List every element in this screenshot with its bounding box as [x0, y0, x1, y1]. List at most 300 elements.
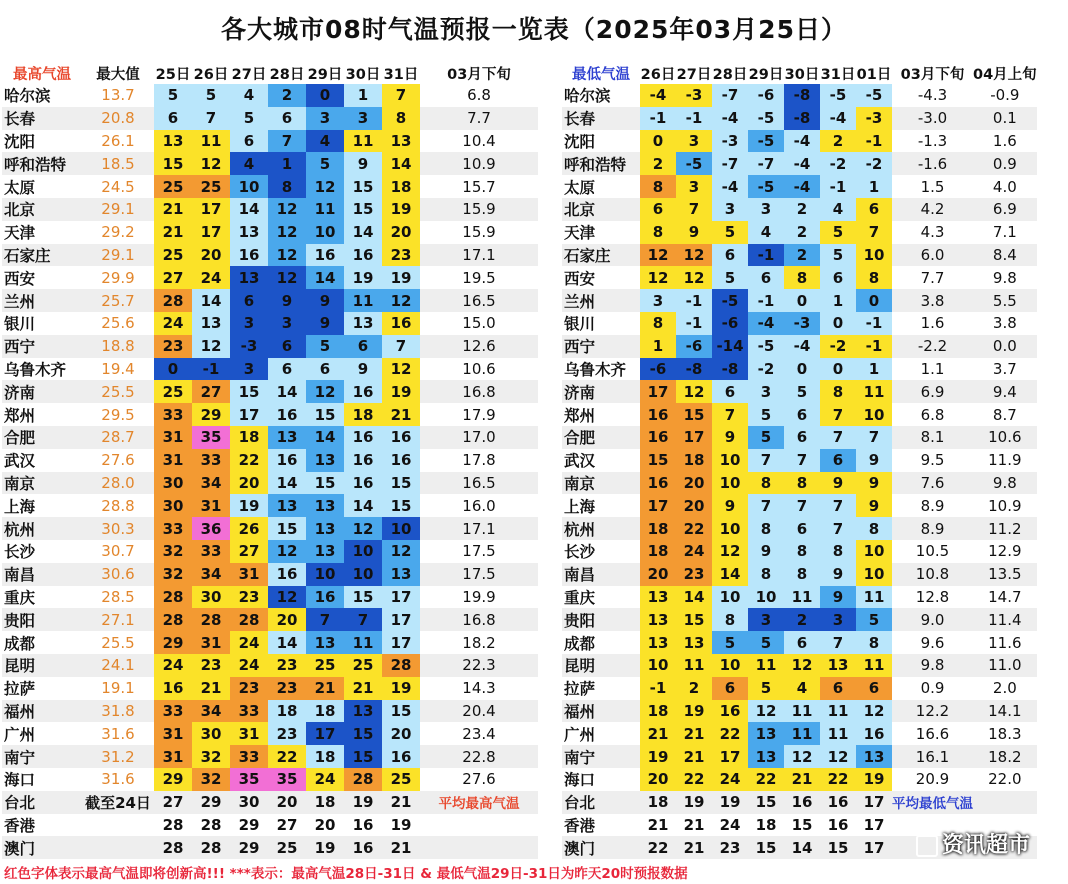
day-cell: 10 — [748, 586, 784, 609]
day-cell: 9 — [856, 494, 892, 517]
day-cell: 1 — [856, 175, 892, 198]
day-cell: 17 — [230, 403, 268, 426]
day-cell: 8 — [748, 472, 784, 495]
day-cell: 9 — [344, 152, 382, 175]
avg-cell: 11.4 — [973, 608, 1037, 631]
day-cell: 5 — [230, 107, 268, 130]
day-cell: 18 — [268, 700, 306, 723]
avg-cell: -2.2 — [892, 335, 973, 358]
day-cell: 7 — [382, 335, 420, 358]
day-cell: -8 — [712, 358, 748, 381]
city-cell: 南宁 — [562, 745, 640, 768]
city-cell: 武汉 — [562, 449, 640, 472]
day-cell: 16 — [344, 244, 382, 267]
day-cell: 13 — [344, 312, 382, 335]
day-cell: 5 — [712, 631, 748, 654]
avg-cell: 平均最高气温 — [420, 791, 538, 814]
day-cell: 15 — [640, 449, 676, 472]
day-cell: 25 — [344, 654, 382, 677]
day-cell: 24 — [712, 768, 748, 791]
day-cell: -4 — [748, 312, 784, 335]
max-value-cell: 26.1 — [82, 130, 154, 153]
day-cell: 16 — [856, 722, 892, 745]
day-cell: -1 — [856, 130, 892, 153]
day-cell: 12 — [382, 358, 420, 381]
day-cell: 17 — [676, 426, 712, 449]
day-cell: 10 — [856, 563, 892, 586]
day-cell: 3 — [640, 289, 676, 312]
day-cell: 8 — [712, 608, 748, 631]
max-value-cell: 20.8 — [82, 107, 154, 130]
day-cell: 16 — [268, 563, 306, 586]
day-cell: 4 — [748, 221, 784, 244]
day-cell: 16 — [382, 426, 420, 449]
avg-cell: 23.4 — [420, 722, 538, 745]
avg-cell: 10.6 — [420, 358, 538, 381]
day-cell: 13 — [306, 449, 344, 472]
city-cell: 乌鲁木齐 — [2, 358, 82, 381]
day-cell: -7 — [748, 152, 784, 175]
table-row — [2, 84, 538, 107]
day-cell: 18 — [640, 791, 676, 814]
day-cell: 23 — [192, 654, 230, 677]
city-cell: 哈尔滨 — [562, 84, 640, 107]
day-cell: 2 — [640, 152, 676, 175]
day-cell: 13 — [268, 494, 306, 517]
day-cell: 29 — [230, 836, 268, 859]
day-cell: 11 — [856, 654, 892, 677]
day-cell: 29 — [192, 403, 230, 426]
day-cell: 29 — [154, 768, 192, 791]
day-cell: 7 — [306, 608, 344, 631]
day-cell: 3 — [820, 608, 856, 631]
day-cell: 25 — [154, 380, 192, 403]
day-cell: 13 — [306, 540, 344, 563]
day-cell: 14 — [344, 494, 382, 517]
table-row — [562, 107, 1037, 130]
day-cell: 19 — [382, 266, 420, 289]
city-cell: 昆明 — [562, 654, 640, 677]
day-cell: 32 — [192, 745, 230, 768]
table-row — [2, 722, 538, 745]
city-cell: 合肥 — [562, 426, 640, 449]
watermark — [916, 828, 1030, 859]
max-value-cell: 24.1 — [82, 654, 154, 677]
day-cell: 30 — [154, 494, 192, 517]
city-cell: 西宁 — [2, 335, 82, 358]
day-cell: 18 — [676, 449, 712, 472]
day-cell: 11 — [192, 130, 230, 153]
day-cell: 21 — [784, 768, 820, 791]
city-cell: 成都 — [562, 631, 640, 654]
day-cell: 32 — [192, 768, 230, 791]
avg-cell: 18.2 — [420, 631, 538, 654]
day-cell: 20 — [676, 494, 712, 517]
table-row — [2, 403, 538, 426]
header-cell: 04月上旬 — [973, 66, 1037, 83]
day-cell: -4 — [784, 335, 820, 358]
day-cell: 23 — [268, 654, 306, 677]
city-cell: 澳门 — [562, 836, 640, 859]
day-cell: 24 — [192, 266, 230, 289]
day-cell: 11 — [344, 289, 382, 312]
day-cell: 16 — [344, 426, 382, 449]
day-cell: 19 — [640, 745, 676, 768]
day-cell: -1 — [856, 335, 892, 358]
day-cell: 5 — [306, 152, 344, 175]
avg-cell: 8.9 — [892, 517, 973, 540]
avg-cell: 7.7 — [420, 107, 538, 130]
city-cell: 贵阳 — [2, 608, 82, 631]
day-cell: 18 — [344, 403, 382, 426]
table-row — [562, 791, 1037, 814]
day-cell: 9 — [306, 289, 344, 312]
day-cell: 3 — [344, 107, 382, 130]
max-value-cell: 30.3 — [82, 517, 154, 540]
day-cell: 25 — [268, 836, 306, 859]
header-cell: 27日 — [676, 66, 712, 83]
avg-cell: 6.8 — [420, 84, 538, 107]
chat-icon — [916, 835, 938, 857]
day-cell: 6 — [306, 358, 344, 381]
day-cell: 15 — [748, 791, 784, 814]
day-cell: 13 — [306, 631, 344, 654]
day-cell: 19 — [676, 791, 712, 814]
day-cell: 17 — [856, 814, 892, 837]
day-cell: 14 — [268, 380, 306, 403]
city-cell: 广州 — [562, 722, 640, 745]
day-cell: 7 — [784, 494, 820, 517]
day-cell: 28 — [192, 836, 230, 859]
day-cell: 6 — [154, 107, 192, 130]
max-value-cell: 29.2 — [82, 221, 154, 244]
day-cell: 19 — [712, 791, 748, 814]
table-row — [2, 289, 538, 312]
day-cell: -1 — [820, 175, 856, 198]
avg-cell: 4.3 — [892, 221, 973, 244]
day-cell: -2 — [820, 152, 856, 175]
day-cell: 17 — [712, 745, 748, 768]
day-cell: 11 — [784, 700, 820, 723]
max-value-cell: 13.7 — [82, 84, 154, 107]
day-cell: 8 — [748, 517, 784, 540]
day-cell: 8 — [820, 380, 856, 403]
city-cell: 天津 — [562, 221, 640, 244]
day-cell: 16 — [382, 312, 420, 335]
day-cell: 6 — [784, 426, 820, 449]
header-cell: 28日 — [712, 66, 748, 83]
day-cell: 27 — [192, 380, 230, 403]
day-cell: 9 — [268, 289, 306, 312]
city-cell: 广州 — [2, 722, 82, 745]
max-value-cell: 27.6 — [82, 449, 154, 472]
day-cell: 7 — [268, 130, 306, 153]
table-row — [562, 426, 1037, 449]
watermark-label: 资讯超市 — [942, 833, 1031, 858]
day-cell: 10 — [712, 654, 748, 677]
day-cell: 2 — [676, 677, 712, 700]
day-cell: 15 — [344, 586, 382, 609]
table-row — [562, 335, 1037, 358]
max-value-cell: 29.9 — [82, 266, 154, 289]
max-value-cell: 截至24日 — [82, 791, 154, 814]
max-value-cell: 18.5 — [82, 152, 154, 175]
table-row — [2, 768, 538, 791]
day-cell: 3 — [748, 198, 784, 221]
day-cell: 14 — [712, 563, 748, 586]
day-cell: 16 — [382, 449, 420, 472]
table-row — [562, 221, 1037, 244]
header-cell: 最大值 — [96, 66, 140, 83]
day-cell: -2 — [748, 358, 784, 381]
day-cell: -5 — [676, 152, 712, 175]
day-cell: 7 — [820, 403, 856, 426]
day-cell: -4 — [784, 130, 820, 153]
table-row — [562, 517, 1037, 540]
table-row — [562, 768, 1037, 791]
day-cell: 13 — [640, 631, 676, 654]
day-cell: 17 — [382, 586, 420, 609]
day-cell: 17 — [640, 380, 676, 403]
day-cell: -5 — [748, 130, 784, 153]
city-cell: 长春 — [562, 107, 640, 130]
day-cell: 14 — [784, 836, 820, 859]
avg-cell: 10.4 — [420, 130, 538, 153]
day-cell: 28 — [344, 768, 382, 791]
avg-cell: 19.9 — [420, 586, 538, 609]
city-cell: 石家庄 — [2, 244, 82, 267]
day-cell: 30 — [230, 791, 268, 814]
day-cell: 15 — [230, 380, 268, 403]
day-cell: 13 — [676, 631, 712, 654]
avg-cell: 18.3 — [973, 722, 1037, 745]
day-cell: 13 — [230, 221, 268, 244]
day-cell: 8 — [820, 540, 856, 563]
avg-cell: 8.4 — [973, 244, 1037, 267]
day-cell: 14 — [192, 289, 230, 312]
city-cell: 兰州 — [562, 289, 640, 312]
day-cell: 13 — [230, 266, 268, 289]
day-cell: 13 — [382, 563, 420, 586]
avg-cell: 4.2 — [892, 198, 973, 221]
day-cell: 10 — [640, 654, 676, 677]
day-cell: 23 — [268, 677, 306, 700]
day-cell: 25 — [192, 175, 230, 198]
table-row — [562, 631, 1037, 654]
header-row — [2, 62, 538, 84]
table-row — [2, 654, 538, 677]
max-value-cell: 25.5 — [82, 380, 154, 403]
avg-cell: 13.5 — [973, 563, 1037, 586]
day-cell: 8 — [784, 563, 820, 586]
day-cell: 11 — [820, 722, 856, 745]
table-row — [2, 472, 538, 495]
city-cell: 香港 — [562, 814, 640, 837]
day-cell: 31 — [230, 563, 268, 586]
avg-cell: 11.9 — [973, 449, 1037, 472]
day-cell: 5 — [748, 677, 784, 700]
avg-cell: 3.7 — [973, 358, 1037, 381]
day-cell: 13 — [382, 130, 420, 153]
max-value-cell: 27.1 — [82, 608, 154, 631]
max-value-cell: 25.6 — [82, 312, 154, 335]
day-cell: 3 — [676, 175, 712, 198]
city-cell: 重庆 — [2, 586, 82, 609]
day-cell: 6 — [820, 266, 856, 289]
day-cell: 14 — [306, 266, 344, 289]
day-cell: 24 — [676, 540, 712, 563]
header-cell: 最低气温 — [572, 66, 630, 83]
avg-cell: 14.7 — [973, 586, 1037, 609]
day-cell: 12 — [676, 380, 712, 403]
day-cell: -6 — [640, 358, 676, 381]
day-cell: 7 — [748, 494, 784, 517]
day-cell: 35 — [192, 426, 230, 449]
avg-cell: 12.9 — [973, 540, 1037, 563]
day-cell: -6 — [676, 335, 712, 358]
day-cell: 8 — [640, 312, 676, 335]
day-cell: 10 — [230, 175, 268, 198]
avg-cell: 6.8 — [892, 403, 973, 426]
city-cell: 南京 — [2, 472, 82, 495]
day-cell: 23 — [712, 836, 748, 859]
day-cell: 22 — [820, 768, 856, 791]
day-cell: 21 — [306, 677, 344, 700]
table-row — [2, 152, 538, 175]
day-cell: 28 — [154, 586, 192, 609]
day-cell: 16 — [820, 814, 856, 837]
day-cell: 4 — [784, 677, 820, 700]
day-cell: 3 — [306, 107, 344, 130]
day-cell: 21 — [676, 745, 712, 768]
day-cell: 16 — [712, 700, 748, 723]
day-cell: 22 — [676, 517, 712, 540]
city-cell: 台北 — [562, 791, 640, 814]
table-row — [562, 312, 1037, 335]
day-cell: 11 — [306, 198, 344, 221]
avg-cell: 15.9 — [420, 198, 538, 221]
day-cell: 19 — [382, 814, 420, 837]
day-cell: 10 — [856, 540, 892, 563]
day-cell: 14 — [230, 198, 268, 221]
day-cell: 15 — [344, 745, 382, 768]
header-cell: 01日 — [856, 66, 892, 83]
day-cell: 6 — [784, 631, 820, 654]
day-cell: 7 — [856, 221, 892, 244]
day-cell: 18 — [306, 791, 344, 814]
day-cell: 25 — [306, 654, 344, 677]
day-cell: 0 — [856, 289, 892, 312]
avg-cell: -3.0 — [892, 107, 973, 130]
day-cell: 15 — [820, 836, 856, 859]
table-row — [562, 563, 1037, 586]
city-cell: 上海 — [2, 494, 82, 517]
table-row — [562, 358, 1037, 381]
max-value-cell: 31.6 — [82, 722, 154, 745]
day-cell: 28 — [192, 608, 230, 631]
city-cell: 海口 — [562, 768, 640, 791]
day-cell: 6 — [268, 358, 306, 381]
day-cell: 12 — [306, 175, 344, 198]
max-value-cell — [82, 814, 154, 837]
city-cell: 昆明 — [2, 654, 82, 677]
max-value-cell: 19.4 — [82, 358, 154, 381]
day-cell: 12 — [306, 380, 344, 403]
day-cell: 16 — [344, 814, 382, 837]
avg-cell: 22.0 — [973, 768, 1037, 791]
day-cell: 21 — [676, 722, 712, 745]
day-cell: 23 — [230, 677, 268, 700]
max-value-cell: 28.5 — [82, 586, 154, 609]
day-cell: 19 — [344, 266, 382, 289]
max-value-cell: 19.1 — [82, 677, 154, 700]
city-cell: 天津 — [2, 221, 82, 244]
header-row — [562, 62, 1037, 84]
day-cell: 34 — [192, 563, 230, 586]
day-cell: 19 — [230, 494, 268, 517]
avg-cell: 2.0 — [973, 677, 1037, 700]
day-cell: 11 — [748, 654, 784, 677]
avg-cell: 12.8 — [892, 586, 973, 609]
avg-cell: 1.5 — [892, 175, 973, 198]
avg-cell: 9.8 — [973, 266, 1037, 289]
day-cell: 20 — [640, 768, 676, 791]
table-row — [2, 426, 538, 449]
day-cell: 32 — [154, 563, 192, 586]
day-cell: 19 — [382, 380, 420, 403]
table-row — [562, 403, 1037, 426]
day-cell: 5 — [712, 221, 748, 244]
day-cell: 12 — [676, 244, 712, 267]
day-cell: 5 — [712, 266, 748, 289]
day-cell: 35 — [268, 768, 306, 791]
day-cell: -6 — [748, 84, 784, 107]
day-cell: 34 — [192, 700, 230, 723]
day-cell: 13 — [748, 745, 784, 768]
day-cell: 25 — [154, 244, 192, 267]
day-cell: 6 — [784, 403, 820, 426]
day-cell: 22 — [712, 722, 748, 745]
day-cell: 34 — [192, 472, 230, 495]
day-cell: 8 — [856, 517, 892, 540]
day-cell: 16 — [820, 791, 856, 814]
day-cell: -5 — [856, 84, 892, 107]
day-cell: 10 — [306, 221, 344, 244]
table-row — [2, 791, 538, 814]
day-cell: 6 — [784, 517, 820, 540]
table-row — [562, 152, 1037, 175]
day-cell: 5 — [784, 380, 820, 403]
day-cell: 0 — [306, 84, 344, 107]
day-cell: 13 — [640, 608, 676, 631]
table-row — [562, 84, 1037, 107]
city-cell: 上海 — [562, 494, 640, 517]
avg-cell: 16.5 — [420, 472, 538, 495]
avg-cell: 7.7 — [892, 266, 973, 289]
table-row — [2, 517, 538, 540]
day-cell: 17 — [640, 494, 676, 517]
day-cell: 8 — [784, 472, 820, 495]
day-cell: -3 — [784, 312, 820, 335]
avg-cell: 9.5 — [892, 449, 973, 472]
table-row — [2, 700, 538, 723]
day-cell: 0 — [154, 358, 192, 381]
avg-cell: 3.8 — [973, 312, 1037, 335]
day-cell: 5 — [306, 335, 344, 358]
header-cell: 30日 — [345, 66, 381, 83]
day-cell: 13 — [344, 700, 382, 723]
table-row — [2, 677, 538, 700]
